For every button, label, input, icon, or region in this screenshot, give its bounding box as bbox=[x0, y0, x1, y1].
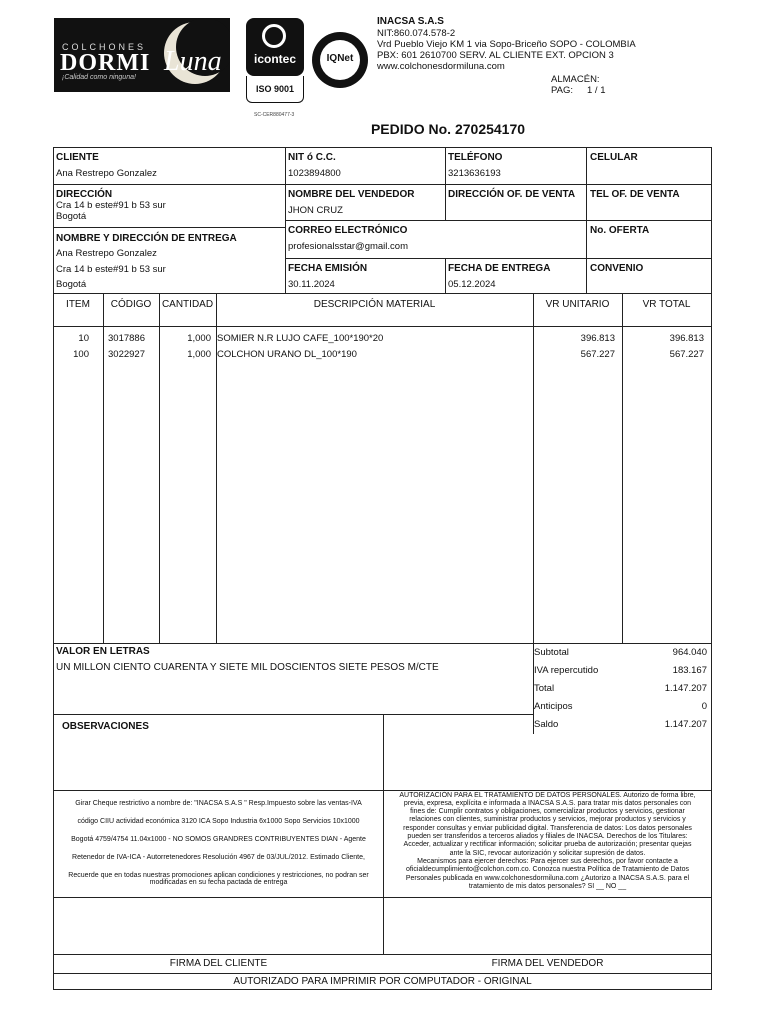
total-label: Total bbox=[534, 683, 555, 694]
legal-right-line8: ante la SIC, revocar autorización y solicitar supresión de datos. bbox=[449, 850, 646, 857]
almacen-label: ALMACÉN: bbox=[551, 74, 600, 85]
telefono-oficina-label: TEL OF. DE VENTA bbox=[590, 189, 680, 200]
company-name: INACSA S.A.S bbox=[377, 16, 444, 27]
legal-right-line4: relaciones con clientes, suministrar productos y servicios, mejorar productos y servicios y bbox=[409, 816, 686, 823]
cliente-label: CLIENTE bbox=[56, 152, 99, 163]
firma-vendedor-label: FIRMA DEL VENDEDOR bbox=[491, 958, 604, 969]
fecha-entrega-label: FECHA DE ENTREGA bbox=[448, 263, 551, 274]
row1-unitario: 396.813 bbox=[580, 333, 615, 344]
row2-item: 100 bbox=[73, 349, 89, 360]
legal-right-line11: Personales publicada en www.colchonesdormiluna.com ¿Autorizo a INACSA S.A.S. para el bbox=[405, 875, 690, 882]
logo-brand-luna: Luna bbox=[164, 46, 222, 77]
nit-value: 1023894800 bbox=[288, 168, 341, 179]
telefono-value: 3213636193 bbox=[448, 168, 501, 179]
cert-code: SC-CER880477-3 bbox=[254, 112, 295, 118]
company-web: www.colchonesdormiluna.com bbox=[377, 61, 505, 72]
row1-total: 396.813 bbox=[669, 333, 704, 344]
legal-left-line6: modificadas en su fecha pactada de entrega bbox=[149, 879, 288, 886]
entrega-line2: Cra 14 b este#91 b 53 sur bbox=[56, 264, 166, 275]
entrega-line3: Bogotá bbox=[56, 279, 87, 290]
legal-right-line9: Mecanismos para ejercer derechos: Para ejercer sus derechos, por favor contacte a bbox=[417, 858, 678, 865]
col-item: ITEM bbox=[66, 299, 90, 310]
logo-brand-main: DORMI bbox=[60, 50, 151, 76]
col-cantidad: CANTIDAD bbox=[161, 299, 214, 310]
col-vr-unitario: VR UNITARIO bbox=[545, 299, 610, 310]
icontec-label: icontec bbox=[253, 52, 296, 66]
cliente-value: Ana Restrepo Gonzalez bbox=[56, 168, 157, 179]
saldo-label: Saldo bbox=[534, 719, 559, 730]
correo-label: CORREO ELECTRÓNICO bbox=[288, 225, 408, 236]
page-label: PAG: bbox=[551, 85, 573, 96]
vendedor-value: JHON CRUZ bbox=[288, 205, 343, 216]
telefono-label: TELÉFONO bbox=[448, 152, 503, 163]
row2-codigo: 3022927 bbox=[108, 349, 145, 360]
total-value: 1.147.207 bbox=[664, 683, 707, 694]
direccion-label: DIRECCIÓN bbox=[56, 189, 113, 200]
legal-left-line3: Bogotá 4759/4754 11.04x1000 - NO SOMOS GRANDRES CONTRIBUYENTES DIAN - Agente bbox=[71, 836, 366, 843]
firma-cliente-label: FIRMA DEL CLIENTE bbox=[169, 958, 268, 969]
logo-brand-top: COLCHONES bbox=[62, 42, 147, 52]
saldo-value: 1.147.207 bbox=[664, 719, 707, 730]
page-number: 1 / 1 bbox=[587, 85, 606, 96]
footer-authorization: AUTORIZADO PARA IMPRIMIR POR COMPUTADOR - ORIGINAL bbox=[233, 976, 532, 987]
direccion-oficina-label: DIRECCIÓN OF. DE VENTA bbox=[448, 189, 576, 200]
row1-item: 10 bbox=[78, 333, 89, 344]
fecha-entrega-value: 05.12.2024 bbox=[448, 279, 496, 290]
row1-cantidad: 1,000 bbox=[187, 333, 211, 344]
vendedor-label: NOMBRE DEL VENDEDOR bbox=[288, 189, 415, 200]
dormiluna-logo bbox=[54, 18, 230, 92]
subtotal-value: 964.040 bbox=[672, 647, 707, 658]
anticipos-value: 0 bbox=[701, 701, 707, 712]
company-nit: NIT:860.074.578-2 bbox=[377, 28, 456, 39]
entrega-line1: Ana Restrepo Gonzalez bbox=[56, 248, 157, 259]
iqnet-label: IQNet bbox=[326, 53, 354, 64]
legal-left-line4: Retenedor de IVA-ICA - Autorretenedores Resolución 4967 de 03/JUL/2012. Estimado Cliente, bbox=[72, 854, 365, 861]
row1-codigo: 3017886 bbox=[108, 333, 145, 344]
legal-right-line3: fines de: Cumplir contratos y obligaciones, comercializar productos y servicios, gestionar bbox=[410, 808, 685, 815]
legal-left-line1: Girar Cheque restrictivo a nombre de: "INACSA S.A.S " Resp.Impuesto sobre las ventas-IVA bbox=[75, 800, 362, 807]
col-vr-total: VR TOTAL bbox=[642, 299, 691, 310]
legal-right-line1: AUTORIZACIÓN PARA EL TRATAMIENTO DE DATOS PERSONALES. Autorizo de forma libre, bbox=[399, 792, 696, 799]
icontec-logo bbox=[246, 18, 304, 104]
entrega-label: NOMBRE Y DIRECCIÓN DE ENTREGA bbox=[56, 233, 237, 244]
valor-letras-label: VALOR EN LETRAS bbox=[56, 646, 150, 657]
emision-label: FECHA EMISIÓN bbox=[288, 263, 368, 274]
nit-label: NIT ó C.C. bbox=[288, 152, 336, 163]
row2-descripcion: COLCHON URANO DL_100*190 bbox=[217, 349, 357, 360]
order-title: PEDIDO No. 270254170 bbox=[370, 121, 526, 137]
row2-total: 567.227 bbox=[669, 349, 704, 360]
col-codigo: CÓDIGO bbox=[110, 299, 152, 310]
legal-right-line5: responder consultas y enviar publicidad digital. Transferencia de datos: Los datos personales bbox=[403, 825, 692, 832]
legal-right-line10: oficialdecumplimiento@colchon.com.co. Conozca nuestra Política de Tratamiento de Datos bbox=[406, 866, 689, 873]
iso-label: ISO 9001 bbox=[255, 84, 295, 94]
direccion-line2: Bogotá bbox=[56, 211, 87, 222]
iqnet-logo bbox=[312, 32, 368, 88]
iva-label: IVA repercutido bbox=[534, 665, 599, 676]
valor-letras-value: UN MILLON CIENTO CUARENTA Y SIETE MIL DOSCIENTOS SIETE PESOS M/CTE bbox=[56, 662, 439, 673]
convenio-label: CONVENIO bbox=[590, 263, 644, 274]
company-phone: PBX: 601 2610700 SERV. AL CLIENTE EXT. OPCION 3 bbox=[377, 50, 614, 61]
icontec-ring-icon bbox=[262, 24, 286, 48]
col-descripcion: DESCRIPCIÓN MATERIAL bbox=[313, 299, 436, 310]
row2-unitario: 567.227 bbox=[580, 349, 615, 360]
row1-descripcion: SOMIER N.R LUJO CAFE_100*190*20 bbox=[217, 333, 384, 344]
legal-right-line12: tratamiento de mis datos personales? SI __ NO __ bbox=[468, 883, 627, 890]
legal-right-line7: Acceder, actualizar y rectificar información; solicitar prueba de autorización; presentar quejas bbox=[403, 841, 692, 848]
iva-value: 183.167 bbox=[672, 665, 707, 676]
correo-value: profesionalsstar@gmail.com bbox=[288, 241, 408, 252]
logo-tagline: ¡Calidad como ninguna! bbox=[62, 74, 136, 81]
row2-cantidad: 1,000 bbox=[187, 349, 211, 360]
anticipos-label: Anticipos bbox=[534, 701, 573, 712]
observaciones-label: OBSERVACIONES bbox=[62, 721, 149, 732]
subtotal-label: Subtotal bbox=[534, 647, 569, 658]
emision-value: 30.11.2024 bbox=[288, 279, 335, 290]
celular-label: CELULAR bbox=[590, 152, 638, 163]
direccion-line1: Cra 14 b este#91 b 53 sur bbox=[56, 200, 166, 211]
legal-left-line2: código CIIU actividad económica 3120 ICA Sopo Industria 6x1000 Sopo Servicios 10x1000 bbox=[77, 818, 360, 825]
company-address: Vrd Pueblo Viejo KM 1 via Sopo-Briceño SOPO - COLOMBIA bbox=[377, 39, 636, 50]
legal-right-line2: previa, expresa, explícita e informada a INACSA S.A.S. para tratar mis datos personales con bbox=[403, 800, 692, 807]
legal-left-line5: Recuerde que en todas nuestras promociones aplican condiciones y restricciones, no podran ser bbox=[68, 872, 369, 879]
oferta-label: No. OFERTA bbox=[590, 225, 650, 236]
legal-right-line6: pueden ser transferidos a terceros aliados y filiales de INACSA. Derechos de los Titulares: bbox=[407, 833, 688, 840]
